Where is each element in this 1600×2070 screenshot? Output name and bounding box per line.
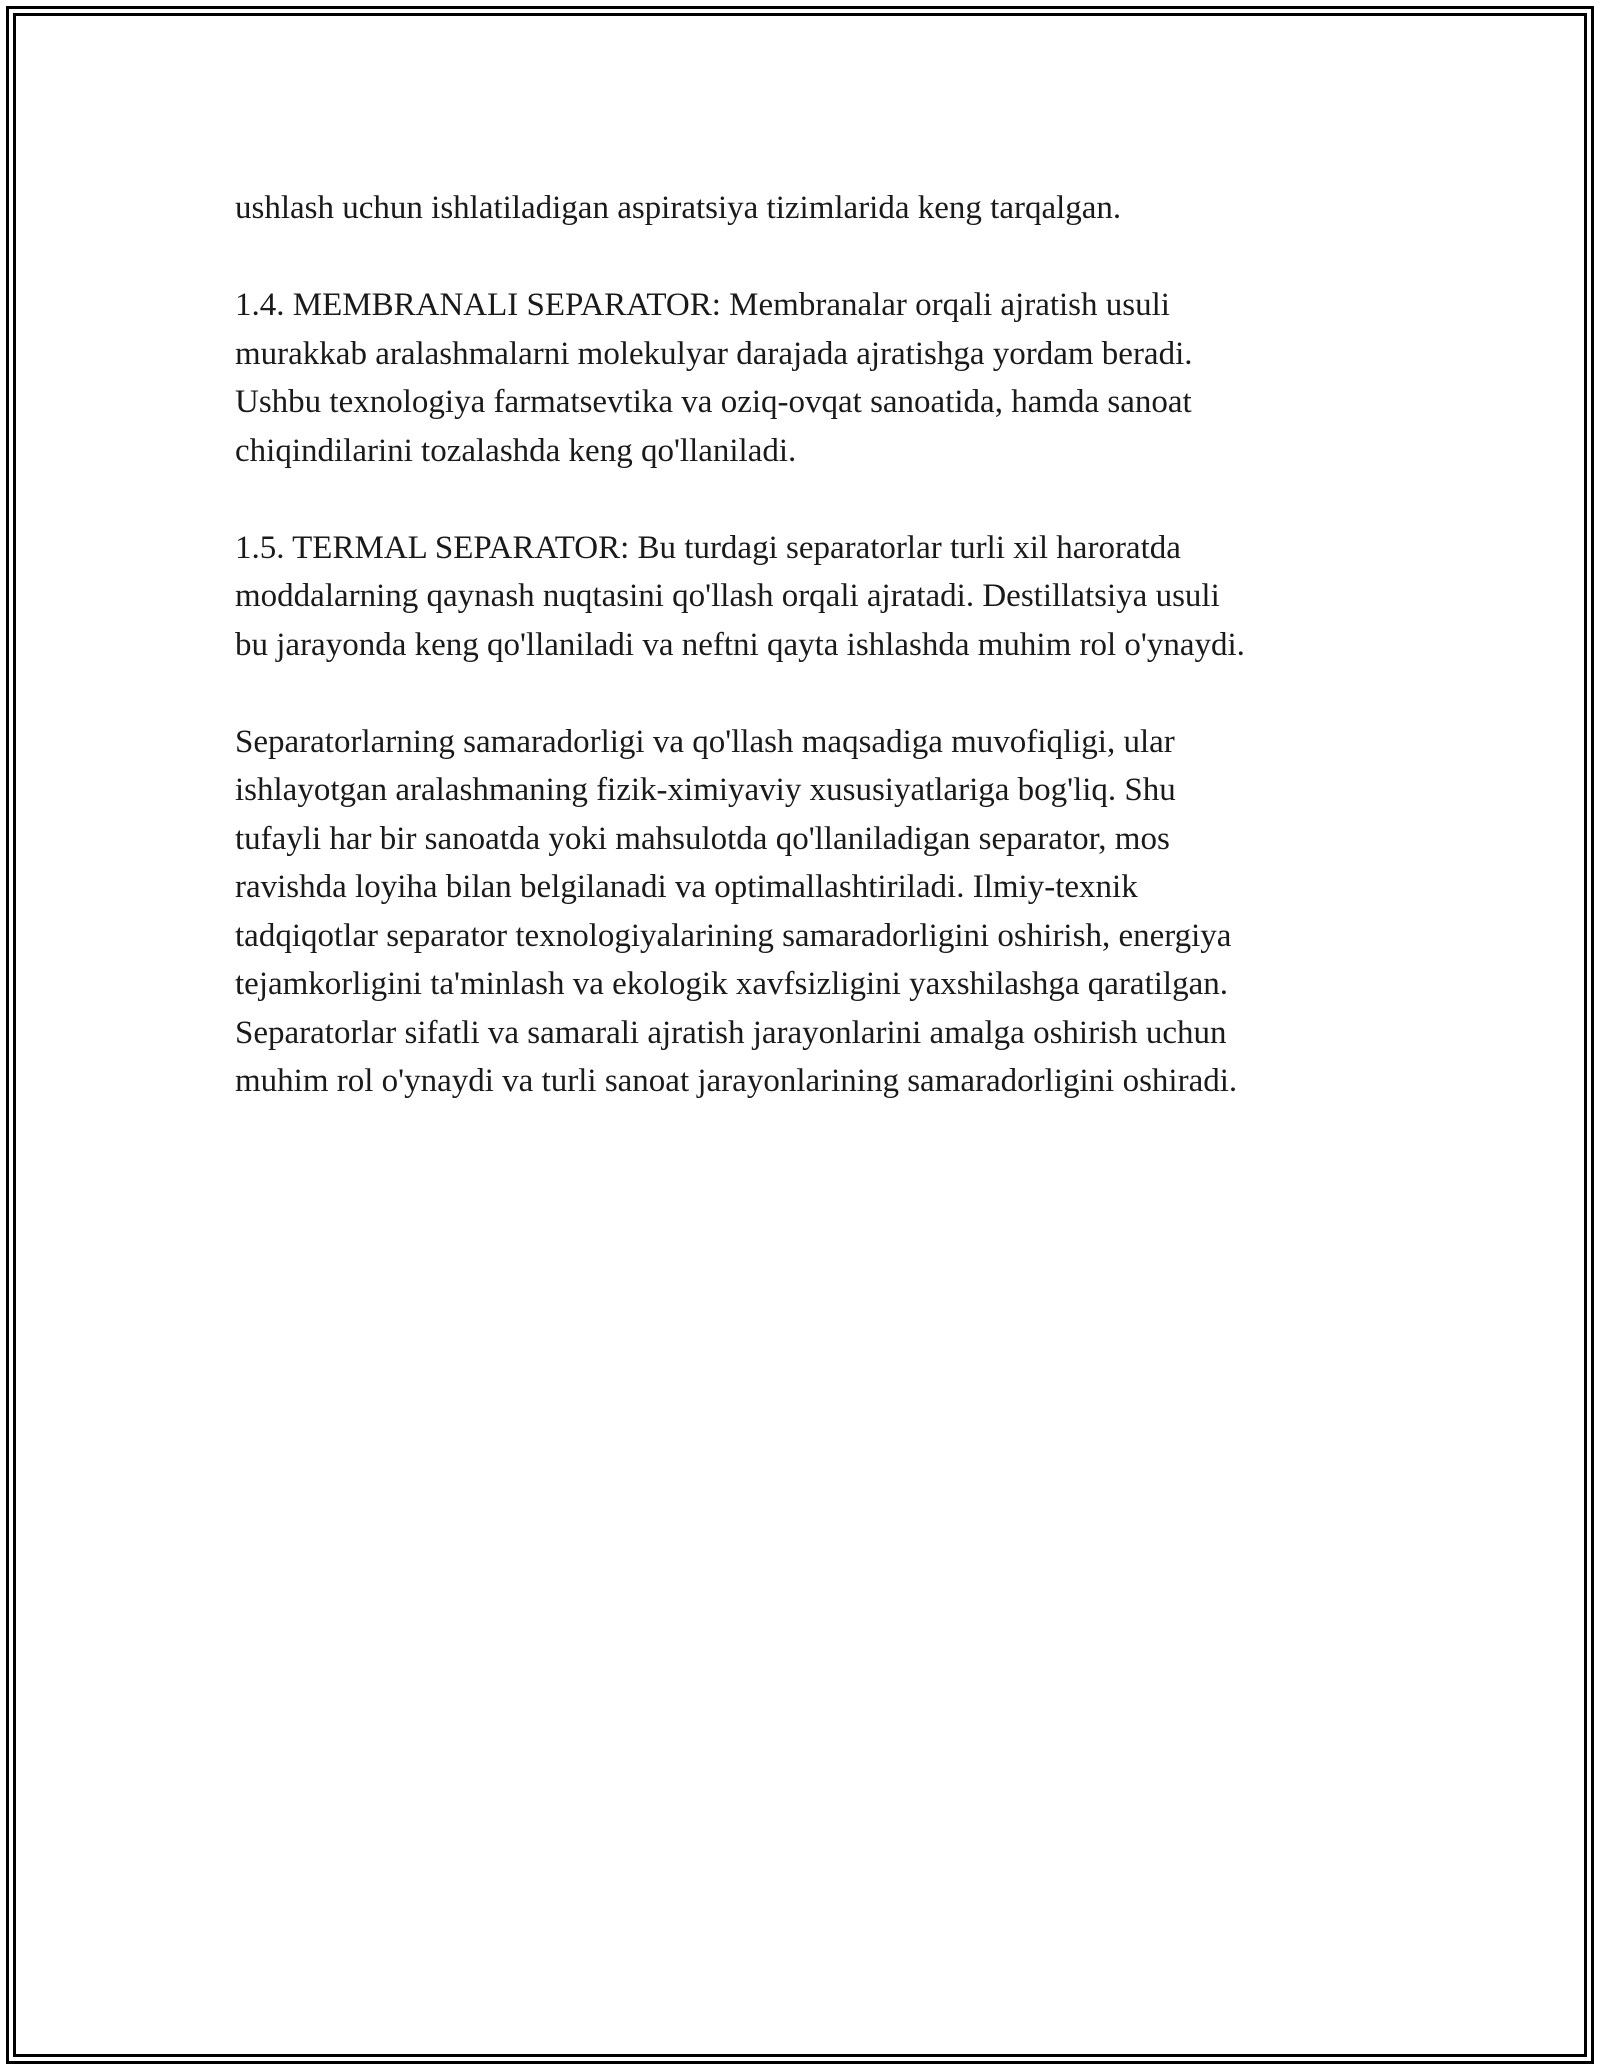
paragraph-membranali-separator: 1.4. MEMBRANALI SEPARATOR: Membranalar orqali ajratish usuli murakkab aralashmalarni molekulyar darajada ajratishga yordam beradi. Ushbu texnologiya farmatsevtika va oziq-ovqat sanoatida, hamda sanoat chiqindilarini tozalashda keng qo'llaniladi. [235,287,1193,469]
paragraph-continuation: ushlash uchun ishlatiladigan aspiratsiya tizimlarida keng tarqalgan. [235,190,1122,226]
document-body [235,184,1395,1154]
paragraph-conclusion: Separatorlarning samaradorligi va qo'llash maqsadiga muvofiqligi, ular ishlayotgan aralashmaning fizik-ximiyaviy xususiyatlariga bog'liq. Shu tufayli har bir sanoatda yoki mahsulotda qo'llaniladigan separator, mos ravishda loyiha bilan belgilanadi va optimallashtiriladi. Ilmiy-texnik tadqiqotlar separator texnologiyalarining samaradorligini oshirish, energiya tejamkorligini ta'minlash va ekologik xavfsizligini yaxshilashga qaratilgan. Separatorlar sifatli va samarali ajratish jarayonlarini amalga oshirish uchun muhim rol o'ynaydi va turli sanoat jarayonlarining samaradorligini oshiradi. [235,723,1238,1099]
paragraph-termal-separator: 1.5. TERMAL SEPARATOR: Bu turdagi separatorlar turli xil haroratda moddalarning qaynash nuqtasini qo'llash orqali ajratadi. Destillatsiya usuli bu jarayonda keng qo'llaniladi va neftni qayta ishlashda muhim rol o'ynaydi. [235,529,1245,663]
